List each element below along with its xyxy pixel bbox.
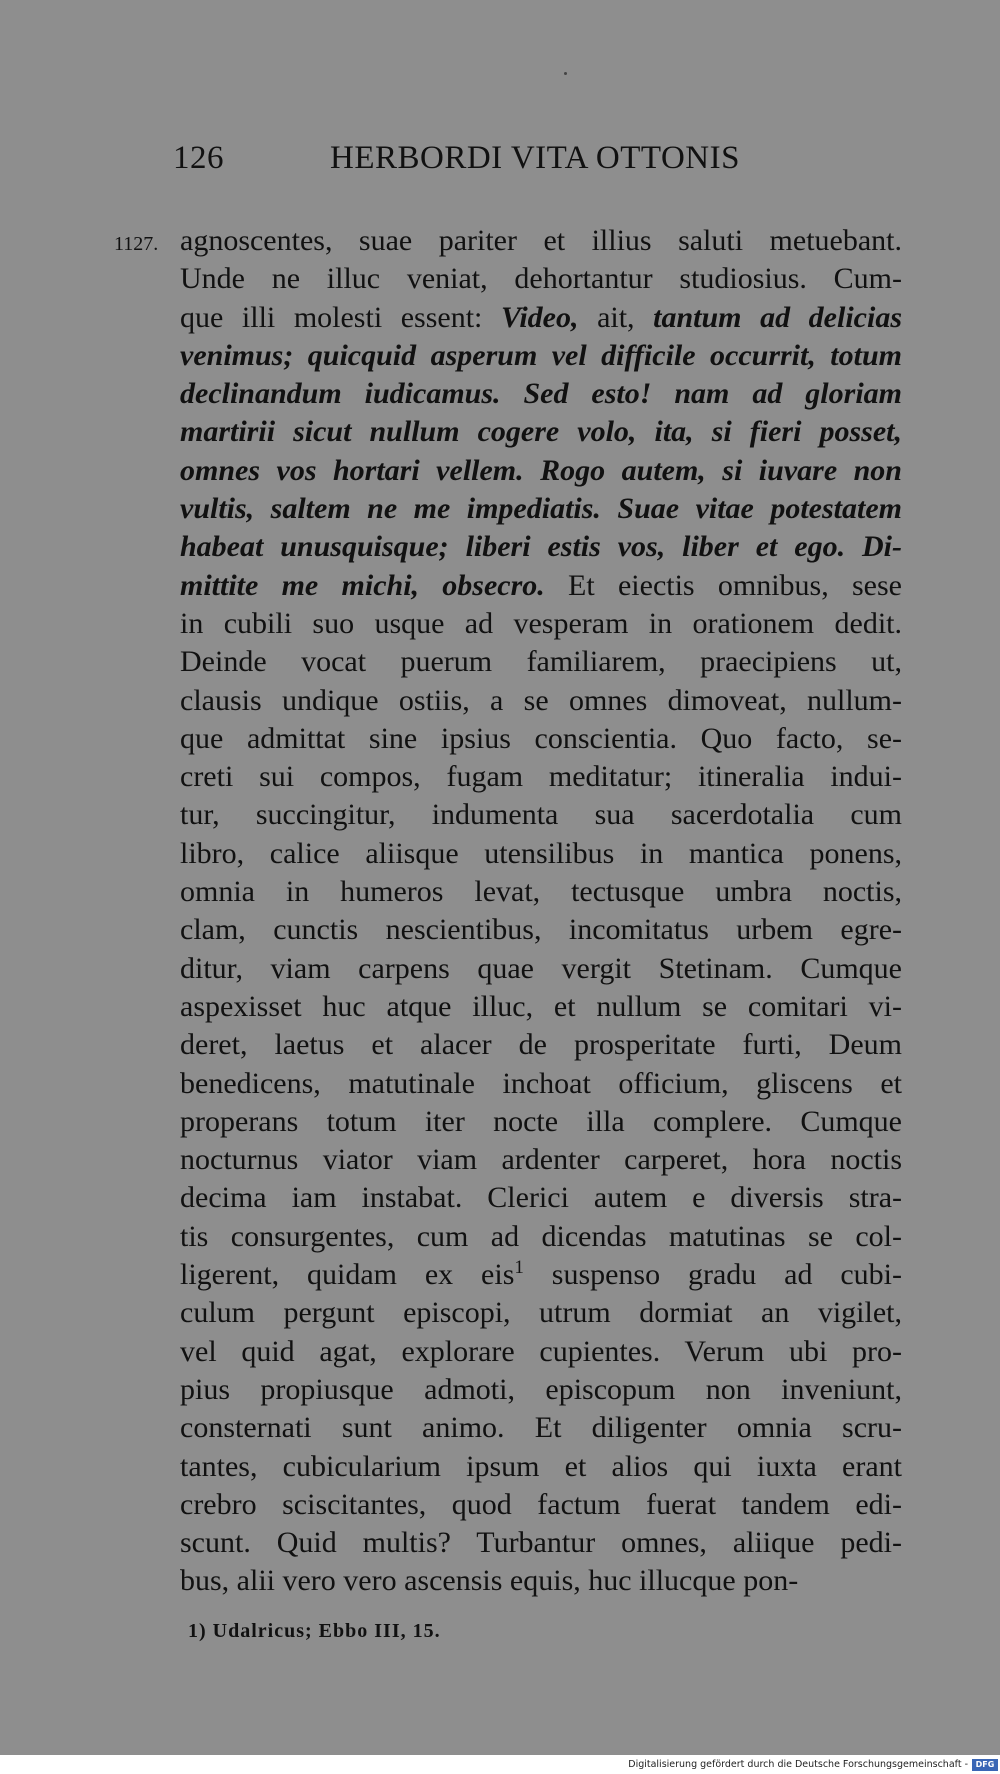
footnote: 1) Udalricus; Ebbo III, 15.: [188, 1620, 441, 1642]
digitization-credit: [628, 1755, 1000, 1774]
text-segment: mittite me michi, obsecro.: [180, 568, 545, 602]
text-line: in cubili suo usque ad vesperam in orationem dedit.: [180, 606, 902, 640]
text-line: tis consurgentes, cum ad dicendas matutinas se col-: [180, 1219, 902, 1253]
body-text: [114, 222, 902, 1601]
text-line: omnia in humeros levat, tectusque umbra noctis,: [180, 875, 902, 909]
text-line: venimus; quicquid asperum vel difficile occurrit, totum: [180, 338, 902, 372]
text-line: vultis, saltem ne me impediatis. Suae vitae potestatem: [180, 492, 902, 526]
text-line: Unde ne illuc veniat, dehortantur studiosius. Cum-: [180, 262, 902, 296]
text-segment: que illi molesti essent:: [180, 300, 501, 334]
text-line: benedicens, matutinale inchoat officium, gliscens et: [180, 1066, 902, 1100]
text-line: libro, calice aliisque utensilibus in mantica ponens,: [180, 836, 902, 870]
text-line: clam, cunctis nescientibus, incomitatus urbem egre-: [180, 913, 902, 947]
text-line: properans totum iter nocte illa complere. Cumque: [180, 1104, 902, 1138]
text-line: consternati sunt animo. Et diligenter omnia scru-: [180, 1411, 902, 1445]
text-line: decima iam instabat. Clerici autem e diversis stra-: [180, 1181, 902, 1215]
text-line: ditur, viam carpens quae vergit Stetinam. Cumque: [180, 951, 902, 985]
page-header: [0, 140, 1000, 186]
text-line: deret, laetus et alacer de prosperitate furti, Deum: [180, 1028, 902, 1062]
text-line: omnes vos hortari vellem. Rogo autem, si iuvare non: [180, 453, 902, 487]
text-segment: suspenso gradu ad cubi-: [523, 1258, 902, 1292]
text-line: Deinde vocat puerum familiarem, praecipiens ut,: [180, 645, 902, 679]
text-line: tantes, cubicularium ipsum et alios qui iuxta erant: [180, 1449, 902, 1483]
text-line: pius propiusque admoti, episcopum non inveniunt,: [180, 1372, 902, 1406]
text-line: [180, 567, 902, 605]
text-segment: ait,: [578, 300, 654, 334]
text-line: vel quid agat, explorare cupientes. Verum ubi pro-: [180, 1334, 902, 1368]
text-segment: ligerent, quidam ex eis: [180, 1258, 515, 1292]
text-line: tur, succingitur, indumenta sua sacerdotalia cum: [180, 798, 902, 832]
text-line: que admittat sine ipsius conscientia. Quo facto, se-: [180, 721, 902, 755]
running-title: HERBORDI VITA OTTONIS: [330, 140, 740, 176]
margin-year: 1127.: [114, 233, 159, 255]
text-line: bus, alii vero vero ascensis equis, huc illucque pon-: [180, 1564, 799, 1598]
text-line: habeat unusquisque; liberi estis vos, liber et ego. Di-: [180, 530, 902, 564]
text-segment: tantum ad delicias: [653, 300, 902, 334]
text-line: creti sui compos, fugam meditatur; itineralia indui-: [180, 760, 902, 794]
text-line: aspexisset huc atque illuc, et nullum se comitari vi-: [180, 989, 902, 1023]
text-segment: Video,: [500, 300, 579, 334]
text-line: scunt. Quid multis? Turbantur omnes, aliique pedi-: [180, 1526, 902, 1560]
text-line: [180, 1256, 902, 1294]
text-line: culum pergunt episcopi, utrum dormiat an vigilet,: [180, 1296, 902, 1330]
scan-speck: [564, 72, 567, 75]
text-segment: Et eiectis omnibus, sese: [544, 568, 902, 602]
text-line: nocturnus viator viam ardenter carperet, hora noctis: [180, 1143, 902, 1177]
text-line: agnoscentes, suae pariter et illius saluti metuebant.: [180, 224, 902, 257]
text-line: clausis undique ostiis, a se omnes dimoveat, nullum-: [180, 683, 902, 717]
credit-text: Digitalisierung gefördert durch die Deutsche Forschungsgemeinschaft -: [628, 1759, 968, 1770]
dfg-logo-icon: DFG: [972, 1759, 998, 1771]
text-line: crebro sciscitantes, quod factum fuerat tandem edi-: [180, 1487, 902, 1521]
page-number: 126: [173, 140, 224, 176]
text-line: [180, 299, 902, 337]
text-line: declinandum iudicamus. Sed esto! nam ad gloriam: [180, 377, 902, 411]
footnote-marker: 1: [514, 1257, 524, 1279]
text-line: martirii sicut nullum cogere volo, ita, si fieri posset,: [180, 415, 902, 449]
